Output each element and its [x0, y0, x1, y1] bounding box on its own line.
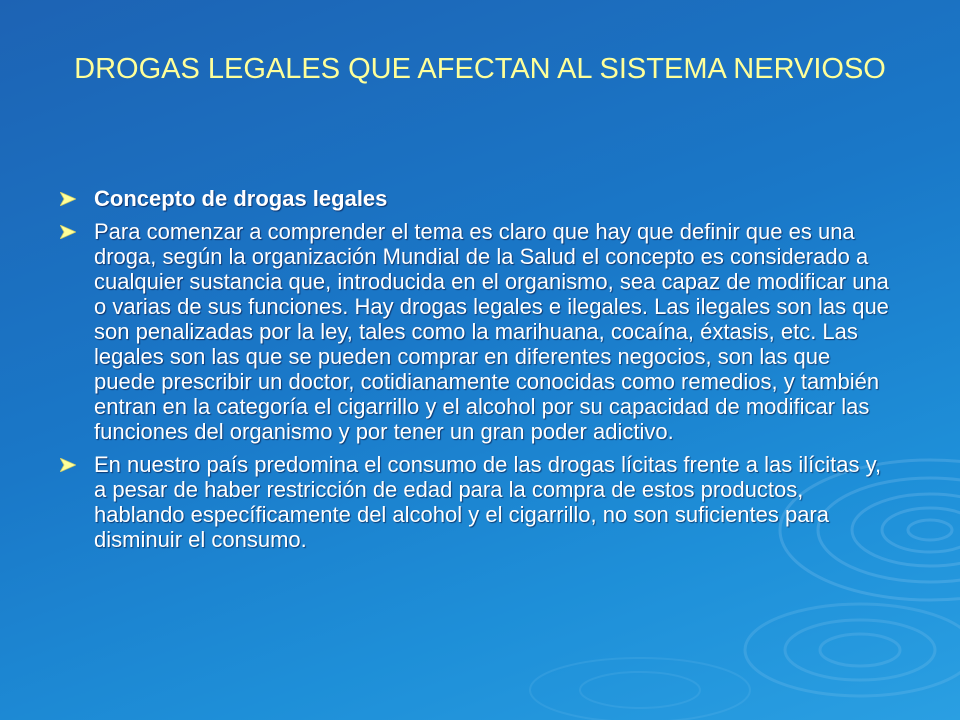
bullet-text: En nuestro país predomina el consumo de las drogas lícitas frente a las ilícitas y, a pesar de haber restricción de edad para la compra de estos productos, hablando específicamente del alcohol y el cigarrillo, no son suficientes para disminuir el consumo.: [94, 452, 882, 552]
bullet-list: [58, 186, 896, 560]
bullet-item: [58, 219, 896, 444]
arrow-right-icon: [60, 192, 76, 206]
bullet-text: Para comenzar a comprender el tema es claro que hay que definir que es una droga, según la organización Mundial de la Salud el concepto es considerado a cualquier sustancia que, introducida en el organismo, sea capaz de modificar una o varias de sus funciones. Hay drogas legales e ilegales. Las ilegales son las que son penalizadas por la ley, tales como la marihuana, cocaína, éxtasis, etc. Las legales son las que se pueden comprar en diferentes negocios, son las que puede prescribir un doctor, cotidianamente conocidas como remedios, y también entran en la categoría el cigarrillo y el alcohol por su capacidad de modificar las funciones del organismo y por tener un gran poder adictivo.: [94, 219, 889, 444]
bullet-item: [58, 186, 896, 211]
bullet-item: [58, 452, 896, 552]
bullet-text: Concepto de drogas legales: [94, 186, 388, 211]
arrow-right-icon: [60, 225, 76, 239]
slide-title: DROGAS LEGALES QUE AFECTAN AL SISTEMA NERVIOSO: [74, 53, 886, 85]
arrow-right-icon: [60, 458, 76, 472]
